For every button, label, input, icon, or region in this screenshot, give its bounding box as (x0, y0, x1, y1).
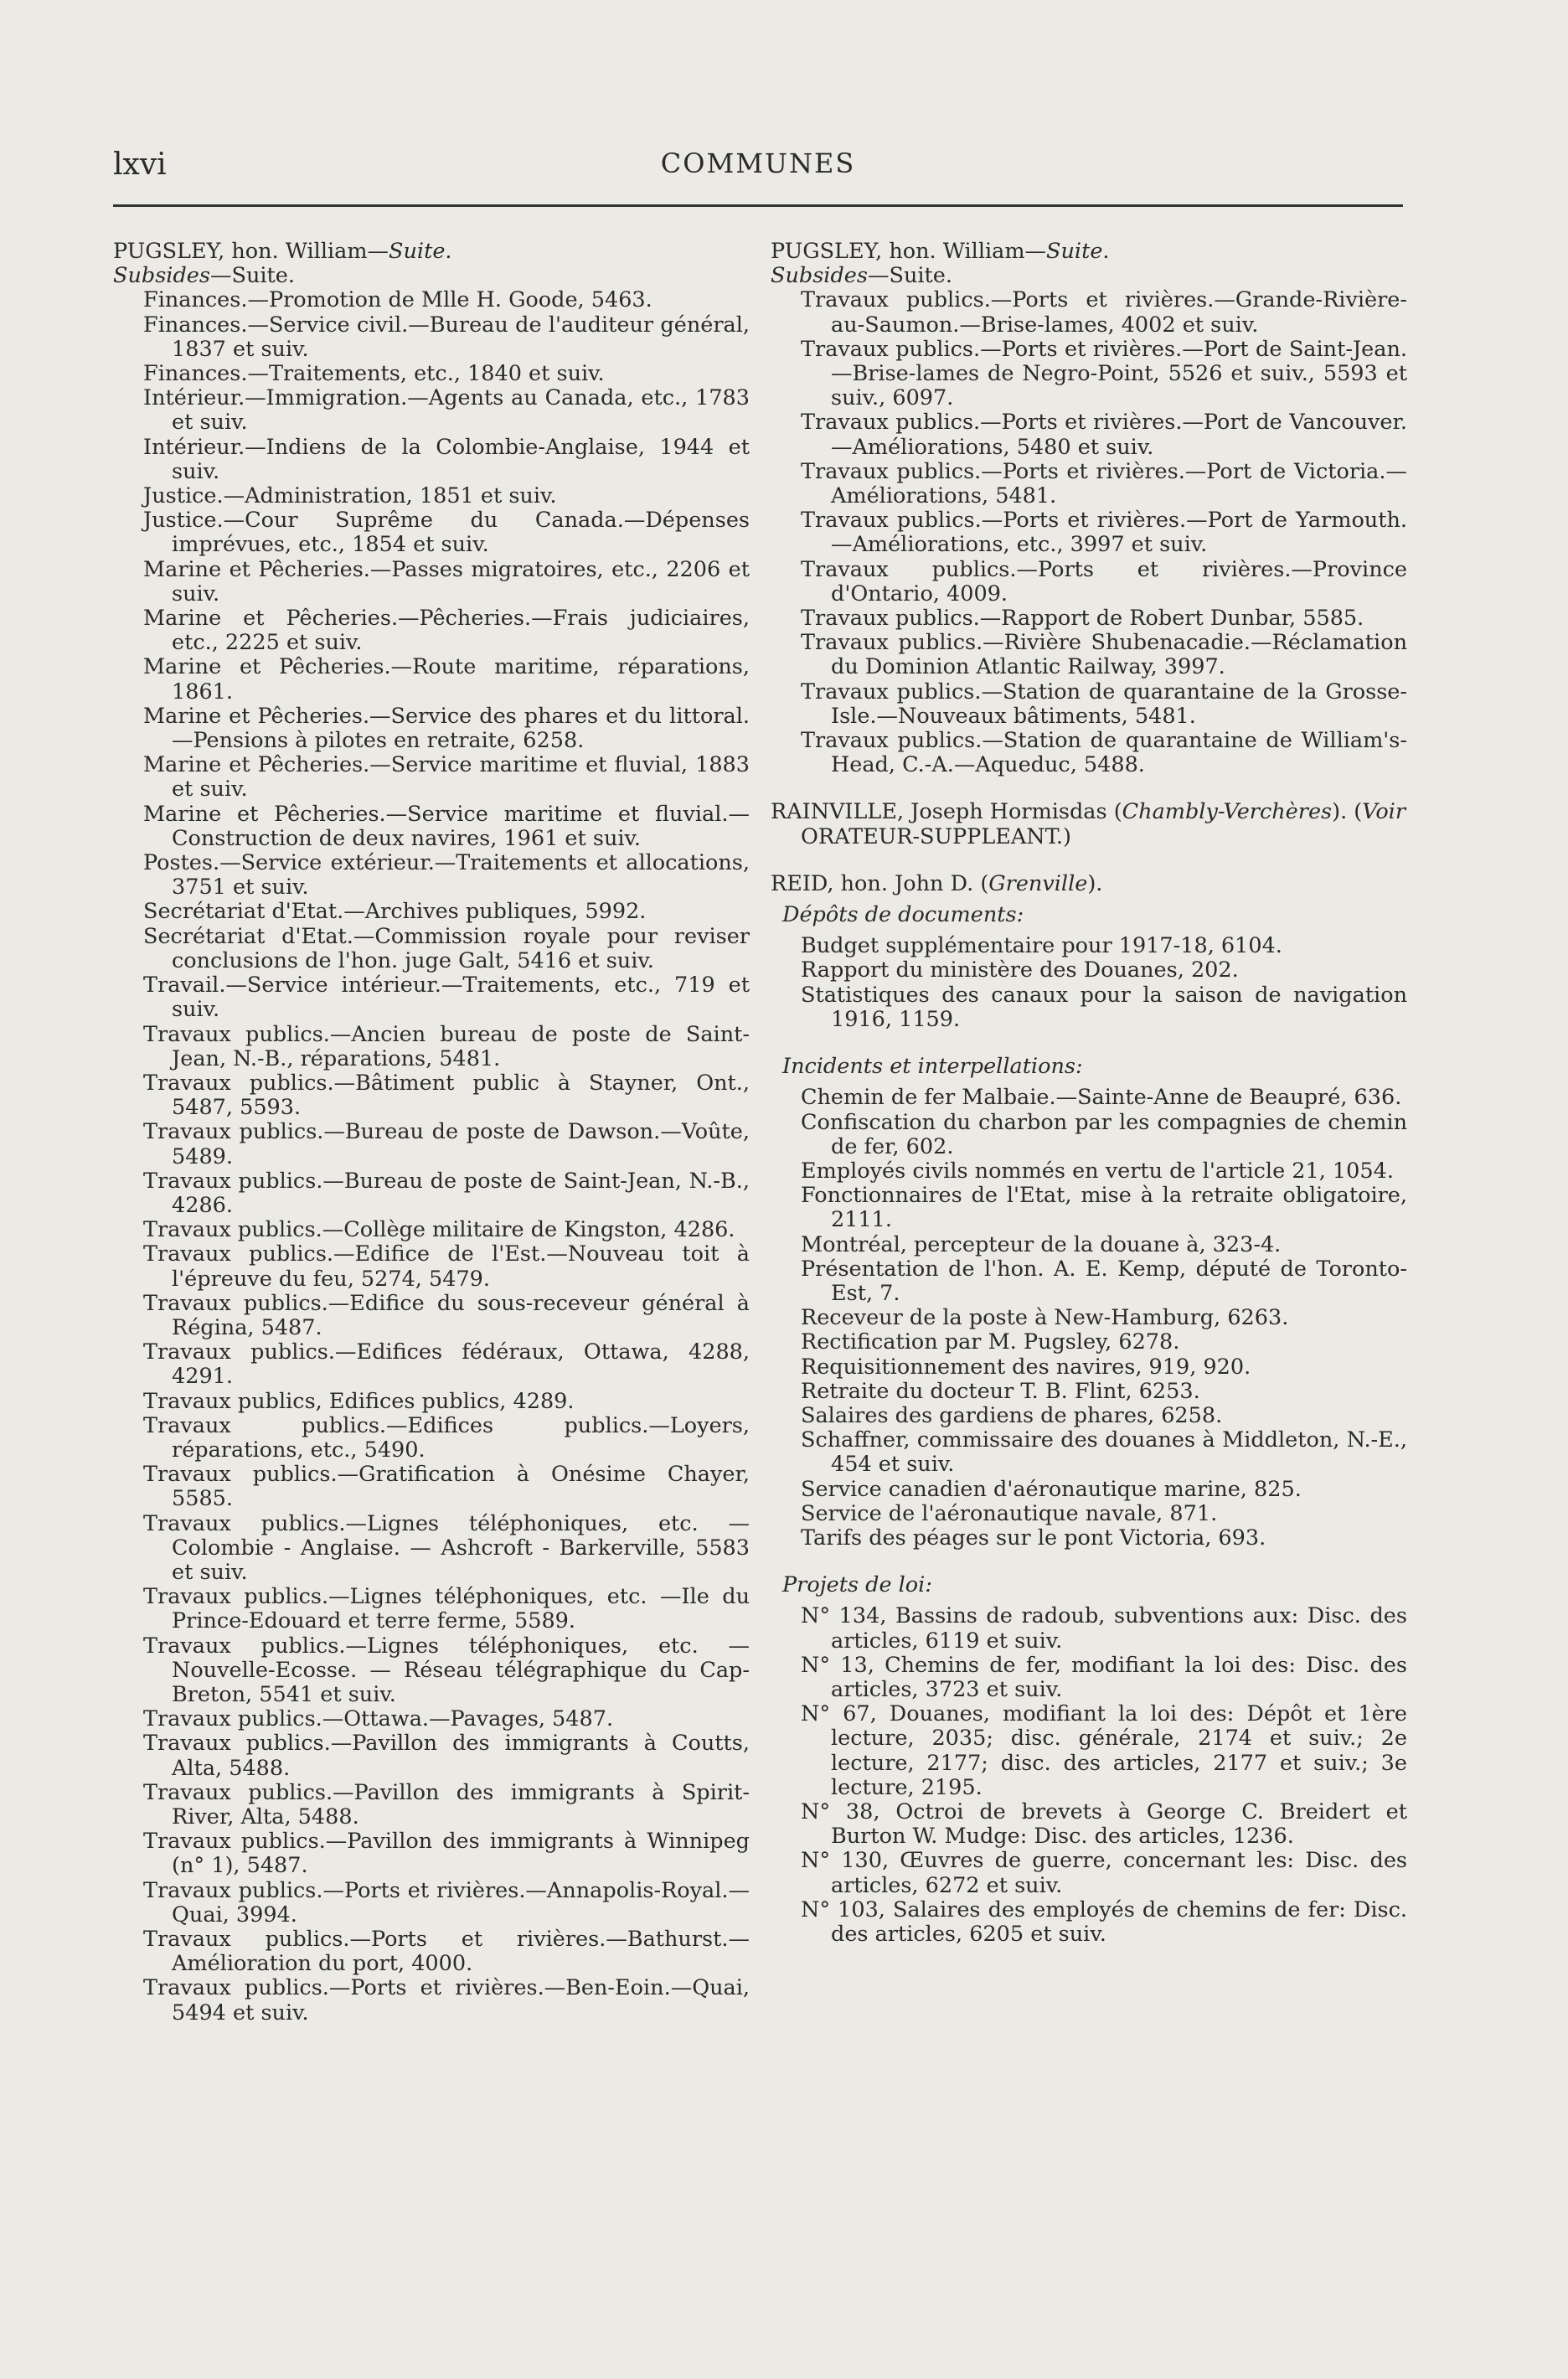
incident-entry: Retraite du docteur T. B. Flint, 6253. (801, 1378, 1200, 1404)
index-entry: Travaux publics.—Pavillon des immigrants à Coutts, Alta, 5488. (143, 1731, 750, 1781)
index-entry: Marine et Pêcheries.—Service des phares et du littoral.—Pensions à pilotes en retraite, 6258. (143, 703, 750, 754)
index-entry: Marine et Pêcheries.—Passes migratoires, etc., 2206 et suiv. (143, 556, 750, 606)
index-entry: Finances.—Promotion de Mlle H. Goode, 5463. (143, 287, 652, 313)
depot-entry: Statistiques des canaux pour la saison de navigation 1916, 1159. (801, 982, 1407, 1032)
header-rule (113, 204, 1403, 207)
depots-title: Dépôts de documents: (782, 902, 1024, 928)
entry-list (771, 288, 1407, 777)
index-entry: Intérieur.—Indiens de la Colombie-Anglaise, 1944 et suiv. (143, 434, 750, 484)
index-entry: Travaux publics.—Lignes téléphoniques, etc. — Nouvelle-Ecosse. — Réseau télégraphique du Cap-Breton, 5541 et suiv. (143, 1633, 750, 1707)
index-entry: Travaux publics.—Ports et rivières.—Province d'Ontario, 4009. (801, 556, 1407, 606)
index-entry: Secrétariat d'Etat.—Archives publiques, 5992. (143, 899, 647, 925)
index-entry: Travaux publics.—Collège militaire de Kingston, 4286. (143, 1217, 735, 1243)
index-entry: Travaux publics.—Ports et rivières.—Port de Yarmouth.—Améliorations, etc., 3997 et suiv. (801, 508, 1407, 558)
index-entry: Travaux publics.—Bureau de poste de Dawson.—Voûte, 5489. (143, 1119, 750, 1169)
index-entry: Travaux publics.—Station de quarantaine de la Grosse-Isle.—Nouveaux bâtiments, 5481. (801, 679, 1407, 729)
index-entry: Marine et Pêcheries.—Service maritime et fluvial, 1883 et suiv. (143, 752, 750, 802)
index-entry: Travaux publics.—Ports et rivières.—Port de Vancouver.—Améliorations, 5480 et suiv. (801, 410, 1407, 460)
index-entry: Finances.—Service civil.—Bureau de l'auditeur général, 1837 et suiv. (143, 312, 750, 362)
index-entry: Travaux publics.—Ports et rivières.—Bathurst.—Amélioration du port, 4000. (143, 1927, 750, 1977)
index-entry: Travaux publics.—Rapport de Robert Dunbar, 5585. (801, 606, 1364, 632)
index-entry: Justice.—Administration, 1851 et suiv. (143, 483, 557, 509)
index-entry: Travaux publics, Edifices publics, 4289. (143, 1388, 575, 1414)
index-entry: Travaux publics.—Ports et rivières.—Port de Victoria.—Améliorations, 5481. (801, 458, 1407, 509)
depot-entry: Rapport du ministère des Douanes, 202. (801, 957, 1239, 983)
page-number: lxvi (113, 147, 167, 182)
projet-entry: N° 38, Octroi de brevets à George C. Breidert et Burton W. Mudge: Disc. des articles, 1236. (801, 1798, 1407, 1850)
incident-entry: Requisitionnement des navires, 919, 920. (801, 1354, 1251, 1380)
entry-list (113, 288, 750, 2025)
index-entry: Secrétariat d'Etat.—Commission royale pour reviser conclusions de l'hon. juge Galt, 5416 et suiv. (143, 923, 750, 973)
rainville-heading: RAINVILLE, Joseph Hormisdas (Chambly-Verchères). (Voir ORATEUR-SUPPLEANT.) (771, 799, 1406, 849)
index-entry: Travaux publics.—Ancien bureau de poste de Saint-Jean, N.-B., réparations, 5481. (143, 1021, 750, 1071)
projet-entry: N° 67, Douanes, modifiant la loi des: Dépôt et 1ère lecture, 2035; disc. générale, 2174 et suiv.; 2e lecture, 2177; disc. des articles, 2177 et suiv.; 3e lecture, 2195. (801, 1701, 1407, 1800)
projet-entry: N° 130, Œuvres de guerre, concernant les: Disc. des articles, 6272 et suiv. (801, 1848, 1407, 1898)
incident-entry: Service canadien d'aéronautique marine, 825. (801, 1476, 1302, 1502)
incident-entry: Montréal, percepteur de la douane à, 323-4. (801, 1231, 1282, 1257)
index-entry: Finances.—Traitements, etc., 1840 et suiv. (143, 361, 605, 387)
index-entry: Marine et Pêcheries.—Pêcheries.—Frais judiciaires, etc., 2225 et suiv. (143, 606, 750, 656)
index-entry: Travaux publics.—Ports et rivières.—Port de Saint-Jean.—Brise-lames de Negro-Point, 5526 et suiv., 5593 et suiv., 6097. (801, 336, 1407, 411)
section-title: Subsides—Suite. (113, 263, 295, 289)
index-entry: Travaux publics.—Lignes téléphoniques, etc. —Ile du Prince-Edouard et terre ferme, 5589. (143, 1584, 750, 1634)
projet-entry: N° 134, Bassins de radoub, subventions aux: Disc. des articles, 6119 et suiv. (801, 1603, 1407, 1654)
depot-entry: Budget supplémentaire pour 1917-18, 6104. (801, 933, 1282, 959)
projets-title: Projets de loi: (782, 1572, 932, 1598)
index-entry: Travaux publics.—Ports et rivières.—Ben-Eoin.—Quai, 5494 et suiv. (143, 1975, 750, 2026)
incidents-title: Incidents et interpellations: (782, 1054, 1083, 1080)
incident-entry: Confiscation du charbon par les compagnies de chemin de fer, 602. (801, 1109, 1407, 1159)
index-entry: Travaux publics.—Rivière Shubenacadie.—Réclamation du Dominion Atlantic Railway, 3997. (801, 630, 1407, 680)
index-entry: Travaux publics.—Ports et rivières.—Grande-Rivière-au-Saumon.—Brise-lames, 4002 et suiv. (801, 287, 1407, 338)
index-entry: Postes.—Service extérieur.—Traitements et allocations, 3751 et suiv. (143, 850, 750, 901)
name-heading: PUGSLEY, hon. William—Suite. (771, 239, 1110, 264)
index-entry: Travaux publics.—Gratification à Onésime Chayer, 5585. (143, 1462, 750, 1512)
index-entry: Intérieur.—Immigration.—Agents au Canada, etc., 1783 et suiv. (143, 385, 750, 436)
index-entry: Travail.—Service intérieur.—Traitements, etc., 719 et suiv. (143, 973, 750, 1023)
index-entry: Travaux publics.—Bureau de poste de Saint-Jean, N.-B., 4286. (143, 1168, 750, 1218)
incident-entry: Salaires des gardiens de phares, 6258. (801, 1402, 1223, 1428)
reid-heading: REID, hon. John D. (Grenville). (771, 870, 1103, 896)
index-entry: Justice.—Cour Suprême du Canada.—Dépenses imprévues, etc., 1854 et suiv. (143, 508, 750, 558)
running-title: COMMUNES (660, 147, 856, 179)
incident-entry: Schaffner, commissaire des douanes à Middleton, N.-E., 454 et suiv. (801, 1427, 1407, 1478)
index-entry: Travaux publics.—Edifice du sous-receveur général à Régina, 5487. (143, 1290, 750, 1340)
index-entry: Marine et Pêcheries.—Route maritime, réparations, 1861. (143, 654, 750, 704)
index-entry: Travaux publics.—Edifices publics.—Loyers, réparations, etc., 5490. (143, 1412, 750, 1463)
index-entry: Travaux publics.—Pavillon des immigrants à Winnipeg (n° 1), 5487. (143, 1829, 750, 1879)
incident-entry: Service de l'aéronautique navale, 871. (801, 1500, 1218, 1526)
name-heading: PUGSLEY, hon. William—Suite. (113, 239, 452, 264)
incident-entry: Tarifs des péages sur le pont Victoria, 693. (801, 1525, 1266, 1551)
incident-entry: Chemin de fer Malbaie.—Sainte-Anne de Beaupré, 636. (801, 1085, 1402, 1111)
page-header (113, 147, 1403, 189)
incident-entry: Fonctionnaires de l'Etat, mise à la retraite obligatoire, 2111. (801, 1183, 1407, 1233)
incident-entry: Receveur de la poste à New-Hamburg, 6263. (801, 1305, 1289, 1331)
right-column (771, 240, 1407, 1947)
index-entry: Marine et Pêcheries.—Service maritime et fluvial.—Construction de deux navires, 1961 et suiv. (143, 801, 750, 851)
incident-entry: Rectification par M. Pugsley, 6278. (801, 1329, 1180, 1355)
incident-entry: Présentation de l'hon. A. E. Kemp, député de Toronto-Est, 7. (801, 1256, 1407, 1306)
index-entry: Travaux publics.—Lignes téléphoniques, etc. —Colombie - Anglaise. — Ashcroft - Barkerville, 5583 et suiv. (143, 1510, 750, 1585)
projet-entry: N° 103, Salaires des employés de chemins de fer: Disc. des articles, 6205 et suiv. (801, 1896, 1407, 1947)
index-entry: Travaux publics.—Ottawa.—Pavages, 5487. (143, 1706, 614, 1732)
incident-entry: Employés civils nommés en vertu de l'article 21, 1054. (801, 1158, 1394, 1184)
index-entry: Travaux publics.—Edifice de l'Est.—Nouveau toit à l'épreuve du feu, 5274, 5479. (143, 1241, 750, 1292)
section-title: Subsides—Suite. (771, 263, 952, 289)
left-column (113, 240, 750, 2026)
index-entry: Travaux publics.—Station de quarantaine de William's-Head, C.-A.—Aqueduc, 5488. (801, 728, 1407, 778)
index-entry: Travaux publics.—Pavillon des immigrants à Spirit-River, Alta, 5488. (143, 1779, 750, 1829)
projet-entry: N° 13, Chemins de fer, modifiant la loi des: Disc. des articles, 3723 et suiv. (801, 1652, 1407, 1702)
index-entry: Travaux publics.—Ports et rivières.—Annapolis-Royal.—Quai, 3994. (143, 1877, 750, 1927)
index-entry: Travaux publics.—Bâtiment public à Stayner, Ont., 5487, 5593. (143, 1070, 750, 1121)
index-entry: Travaux publics.—Edifices fédéraux, Ottawa, 4288, 4291. (143, 1339, 750, 1390)
